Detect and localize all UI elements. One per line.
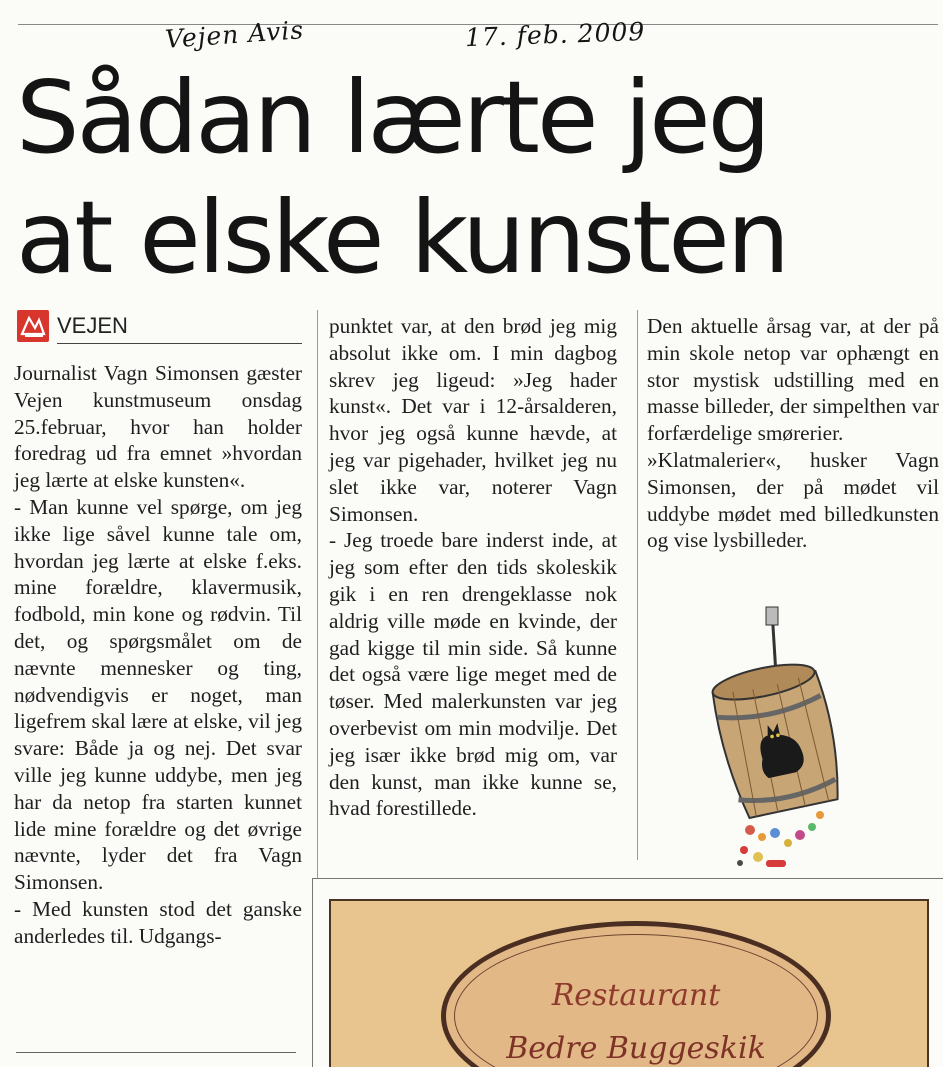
article-column-2	[329, 313, 617, 822]
barrel-illustration	[700, 605, 870, 880]
ad-oval-frame	[441, 921, 831, 1067]
headline	[16, 58, 931, 298]
headline-line-1: Sådan lærte jeg	[16, 59, 769, 176]
headline-line-2: at elske kunsten	[16, 179, 788, 296]
section-label: VEJEN	[57, 313, 128, 338]
paragraph: »Klatmalerier«, husker Vagn Simonsen, der på mødet vil uddybe mødet med billedkunsten og vise lysbilleder.	[647, 447, 939, 553]
paragraph: - Man kunne vel spørge, om jeg ikke lige såvel kunne tale om, hvordan jeg lærte at elske f.eks. mine forældre, klavermusik, fodbold, min kone og rødvin. Til det, og spørgsmålet om de nævnte mennesker og ting, nødvendigvis er noget, man ligefrem skal lære at elske, vil jeg svare: Både ja og nej. Det svar ville jeg kunne uddybe, men jeg har da netop fra starten kunnet lide mine forældre og det øvrige nævnte, lyder det fra Vagn Simonsen.	[14, 494, 303, 895]
section-tag	[17, 310, 302, 346]
advertisement	[312, 878, 943, 1067]
handwritten-date: 17. feb. 2009	[464, 16, 646, 53]
barrel-icon	[700, 605, 870, 880]
paragraph: Den aktuelle årsag var, at der på min skole netop var ophængt en stor mystisk udstilling med en masse billeder, der simpelthen var forfærdelige smørerier.	[647, 314, 939, 446]
article-column-3	[647, 313, 939, 554]
handwritten-source: Vejen Avis	[164, 15, 305, 54]
ad-restaurant-name: Bedre Buggeskik	[506, 1031, 766, 1066]
article-column-1	[14, 360, 302, 950]
paragraph: Journalist Vagn Simonsen gæster Vejen kunstmuseum onsdag 25.februar, hvor han holder foredrag ud fra emnet »hvordan jeg lærte at elske kunsten«.	[14, 361, 302, 493]
paragraph: - Med kunsten stod det ganske anderledes til. Udgangs-	[14, 896, 302, 948]
paragraph: punktet var, at den brød jeg mig absolut ikke om. I min dagbog skrev jeg ligeud: »Jeg hader kunst«. Det var i 12-årsalderen, hvor jeg også kunne hævde, at jeg var pigehader, hvilket jeg nu slet ikke var, noterer Vagn Simonsen.	[329, 314, 617, 526]
ad-panel	[329, 899, 929, 1067]
bottom-rule	[16, 1052, 296, 1053]
paragraph: - Jeg troede bare inderst inde, at jeg som efter den tids skoleskik gik i en ren drengeklasse nok aldrig ville møde en kvinde, der gad kigge til min side. Så kunne det også være lige meget med de tøser. Med malerkunsten var jeg overbevist om min modvilje. Det jeg især ikke brød mig om, var den kunst, man ikke kunne se, hvad forestillede.	[329, 528, 617, 821]
section-rule	[57, 343, 302, 344]
town-logo-icon	[17, 310, 49, 342]
ad-restaurant-label: Restaurant	[551, 978, 721, 1013]
column-divider	[637, 310, 638, 860]
